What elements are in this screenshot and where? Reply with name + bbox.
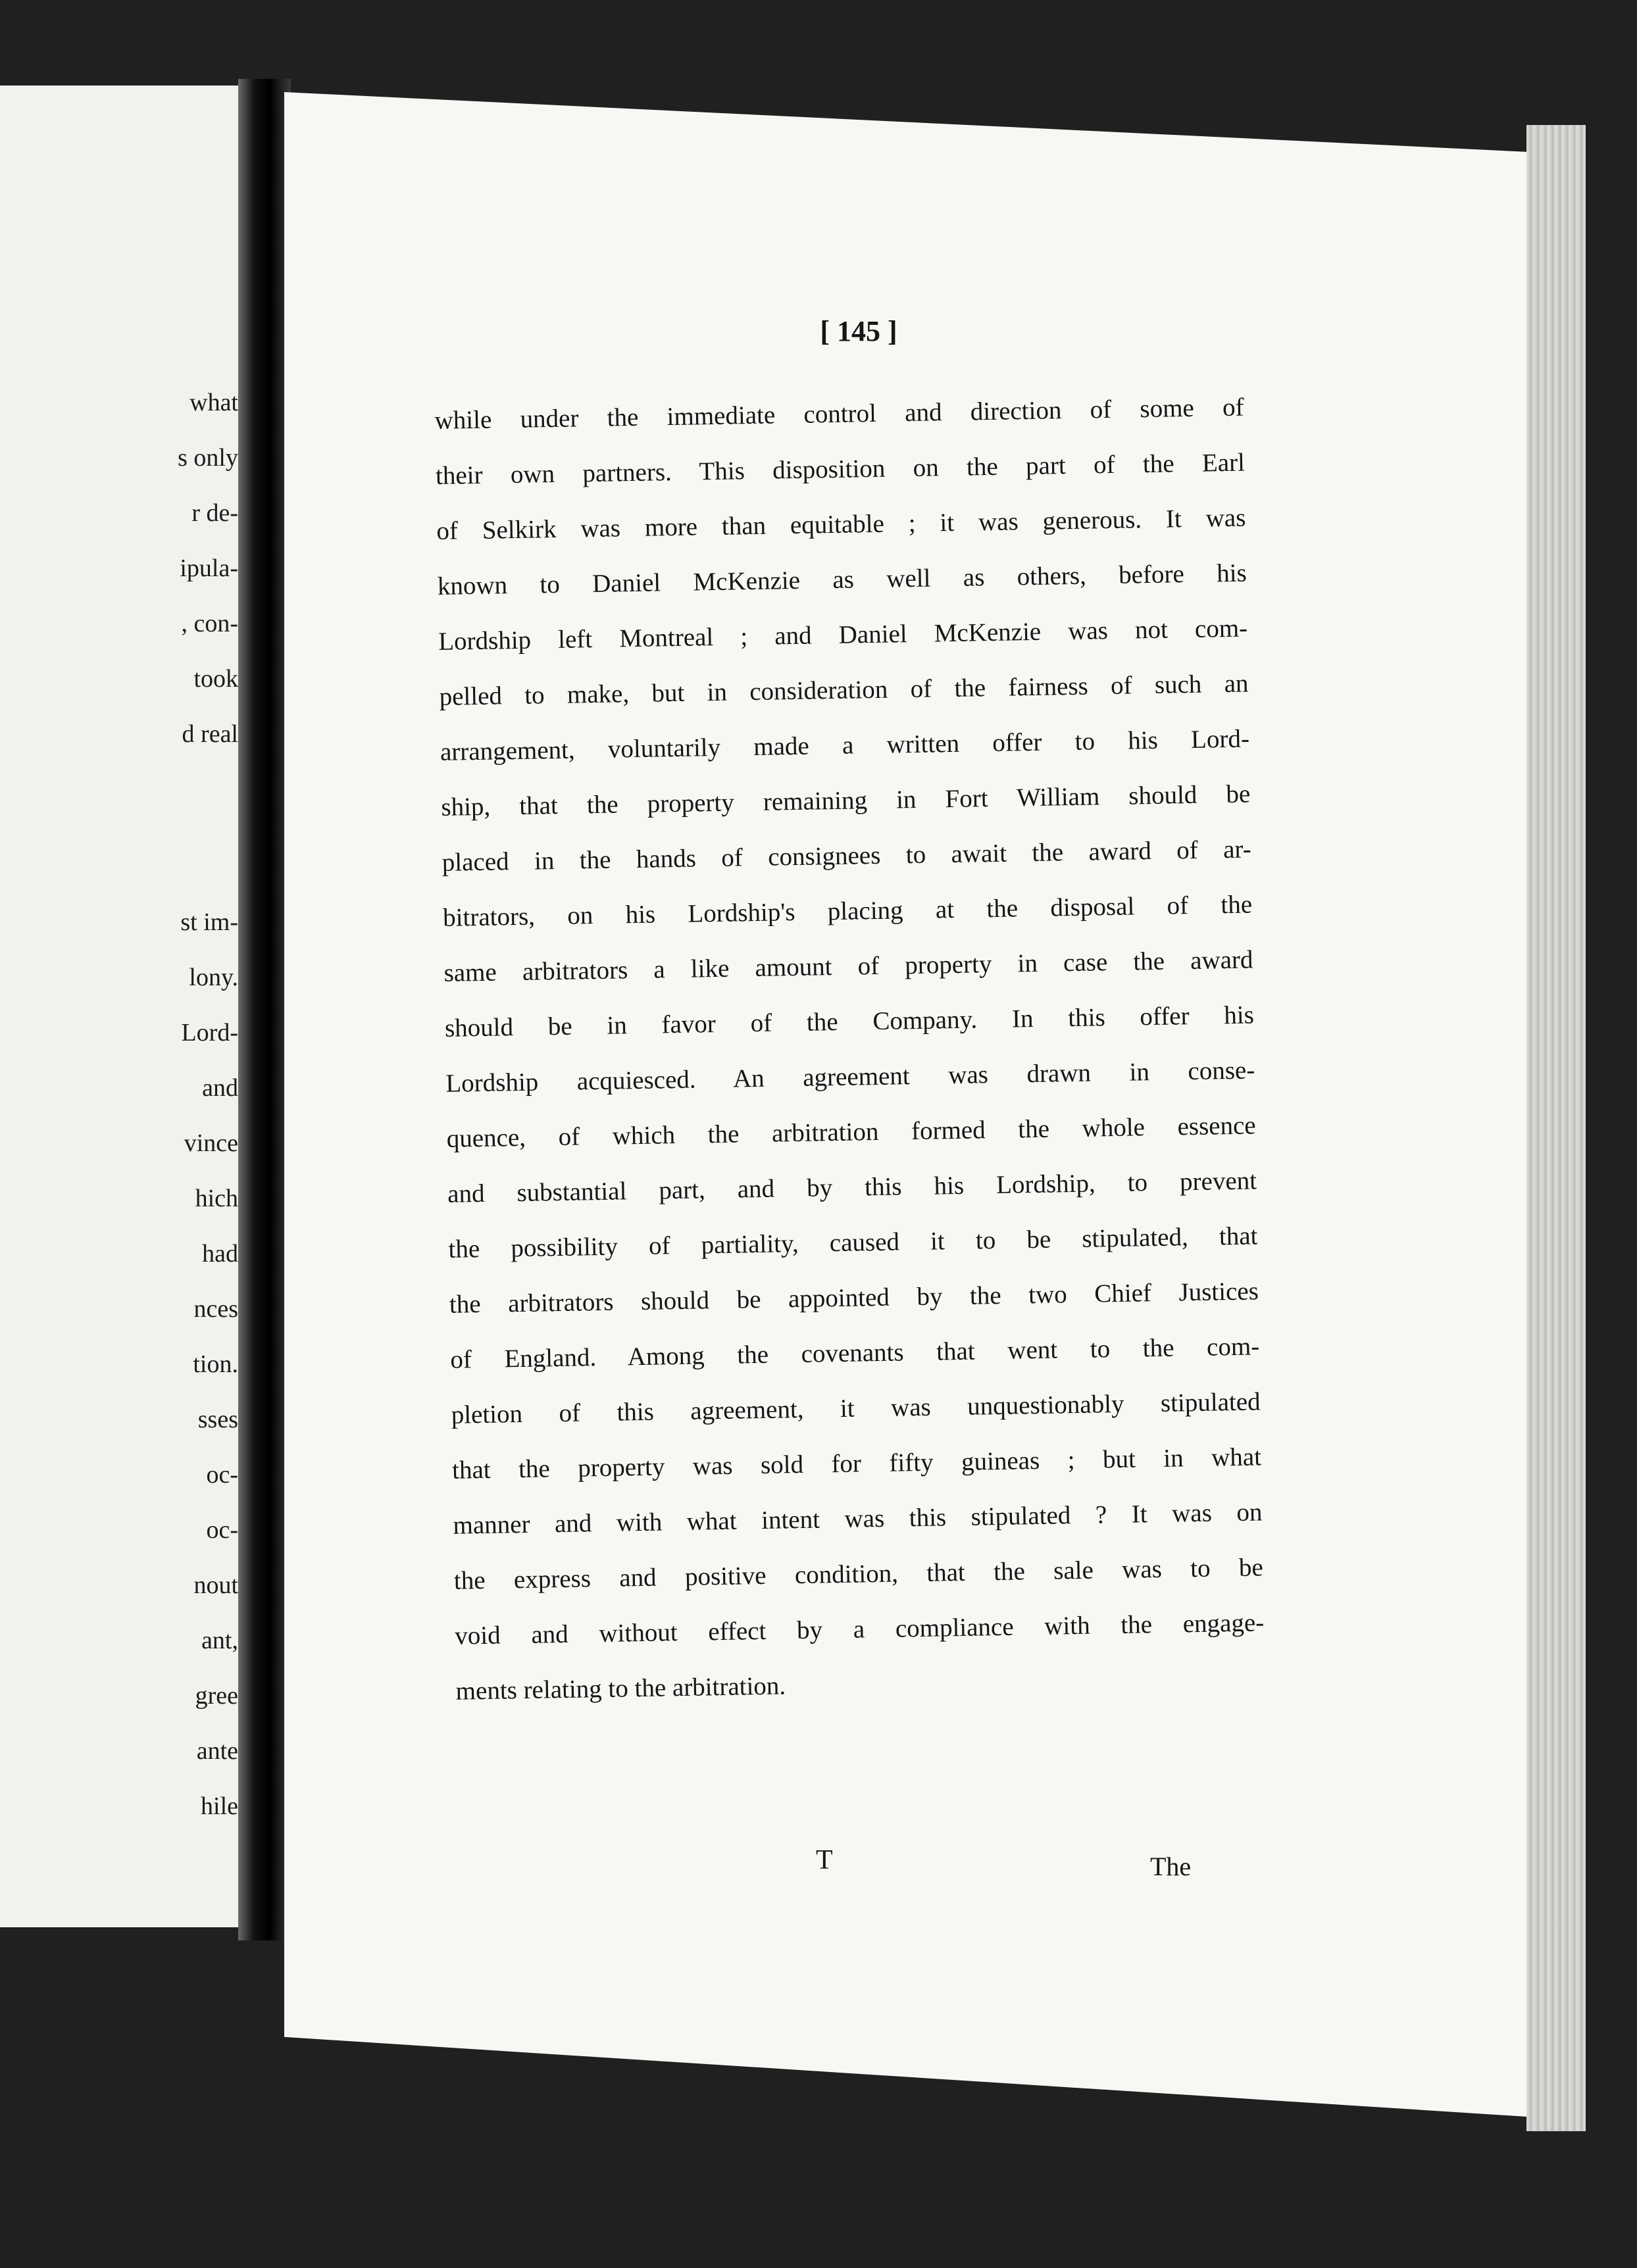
text-line: ship, that the property remaining in Fort William should be bbox=[441, 779, 1251, 822]
body-text bbox=[434, 380, 1265, 1719]
text-line: their own partners. This disposition on the part of the Earl bbox=[435, 448, 1246, 490]
left-line-fragment: , con- bbox=[181, 610, 238, 637]
text-line: and substantial part, and by this his Lordship, to prevent bbox=[447, 1166, 1257, 1208]
text-line: that the property was sold for fifty guineas ; but in what bbox=[451, 1442, 1262, 1485]
left-line-fragment: oc- bbox=[206, 1461, 238, 1489]
left-line-fragment: sses bbox=[197, 1406, 238, 1433]
text-line: placed in the hands of consignees to await the award of ar- bbox=[441, 835, 1252, 877]
text-line: arrangement, voluntarily made a written offer to his Lord- bbox=[440, 724, 1250, 766]
text-line: ments relating to the arbitration. bbox=[455, 1671, 786, 1706]
text-line: of England. Among the covenants that went to the com- bbox=[450, 1332, 1260, 1374]
left-line-fragment: took bbox=[193, 665, 238, 693]
left-line-fragment: d real bbox=[182, 720, 238, 748]
text-line: pelled to make, but in consideration of the fairness of such an bbox=[439, 669, 1249, 711]
left-line-fragment: had bbox=[202, 1240, 238, 1268]
page-number: [ 145 ] bbox=[820, 315, 897, 347]
text-line: quence, of which the arbitration formed the whole essence bbox=[446, 1111, 1256, 1153]
left-line-fragment: ant, bbox=[201, 1627, 238, 1654]
left-line-fragment: Lord- bbox=[181, 1019, 238, 1047]
left-line-fragment: hile bbox=[201, 1792, 238, 1820]
text-line: pletion of this agreement, it was unquestionably stipulated bbox=[451, 1387, 1261, 1429]
catchword: The bbox=[1150, 1852, 1192, 1881]
text-line: void and without effect by a compliance with the engage- bbox=[454, 1608, 1265, 1650]
left-line-fragment: ante bbox=[196, 1737, 238, 1765]
text-line: bitrators, on his Lordship's placing at the disposal of the bbox=[442, 890, 1253, 932]
left-line-fragment: ipula- bbox=[180, 555, 238, 582]
left-line-fragment: nces bbox=[193, 1295, 238, 1323]
text-line: Lordship left Montreal ; and Daniel McKenzie was not com- bbox=[438, 614, 1248, 656]
left-page bbox=[0, 86, 243, 1927]
text-line: should be in favor of the Company. In this offer his bbox=[444, 1000, 1255, 1043]
left-line-fragment: lony. bbox=[189, 964, 238, 991]
left-line-fragment: r de- bbox=[191, 499, 238, 527]
left-line-fragment: hich bbox=[195, 1185, 238, 1212]
left-line-fragment: gree bbox=[195, 1682, 238, 1710]
text-line: the possibility of partiality, caused it to be stipulated, that bbox=[448, 1221, 1258, 1264]
book-gutter bbox=[238, 79, 291, 1940]
text-line: known to Daniel McKenzie as well as others, before his bbox=[437, 558, 1247, 601]
page-edges bbox=[1526, 125, 1586, 2131]
left-line-fragment: nout bbox=[193, 1571, 238, 1599]
left-line-fragment: and bbox=[202, 1074, 238, 1102]
left-line-fragment: s only bbox=[178, 444, 238, 472]
left-line-fragment: tion. bbox=[193, 1350, 238, 1378]
left-line-fragment: vince bbox=[184, 1129, 238, 1157]
text-line: Lordship acquiesced. An agreement was drawn in conse- bbox=[445, 1056, 1255, 1098]
text-line: the arbitrators should be appointed by the two Chief Justices bbox=[449, 1277, 1259, 1319]
text-line: while under the immediate control and direction of some of bbox=[434, 393, 1244, 435]
text-line: the express and positive condition, that the sale was to be bbox=[453, 1553, 1264, 1595]
left-line-fragment: st im- bbox=[180, 908, 238, 936]
text-line: same arbitrators a like amount of property in case the award bbox=[443, 945, 1253, 987]
left-line-fragment: what bbox=[189, 389, 238, 416]
text-line: of Selkirk was more than equitable ; it was generous. It was bbox=[436, 503, 1246, 545]
signature-mark: T bbox=[816, 1845, 833, 1875]
left-line-fragment: oc- bbox=[206, 1516, 238, 1544]
text-line: manner and with what intent was this stipulated ? It was on bbox=[453, 1498, 1263, 1540]
